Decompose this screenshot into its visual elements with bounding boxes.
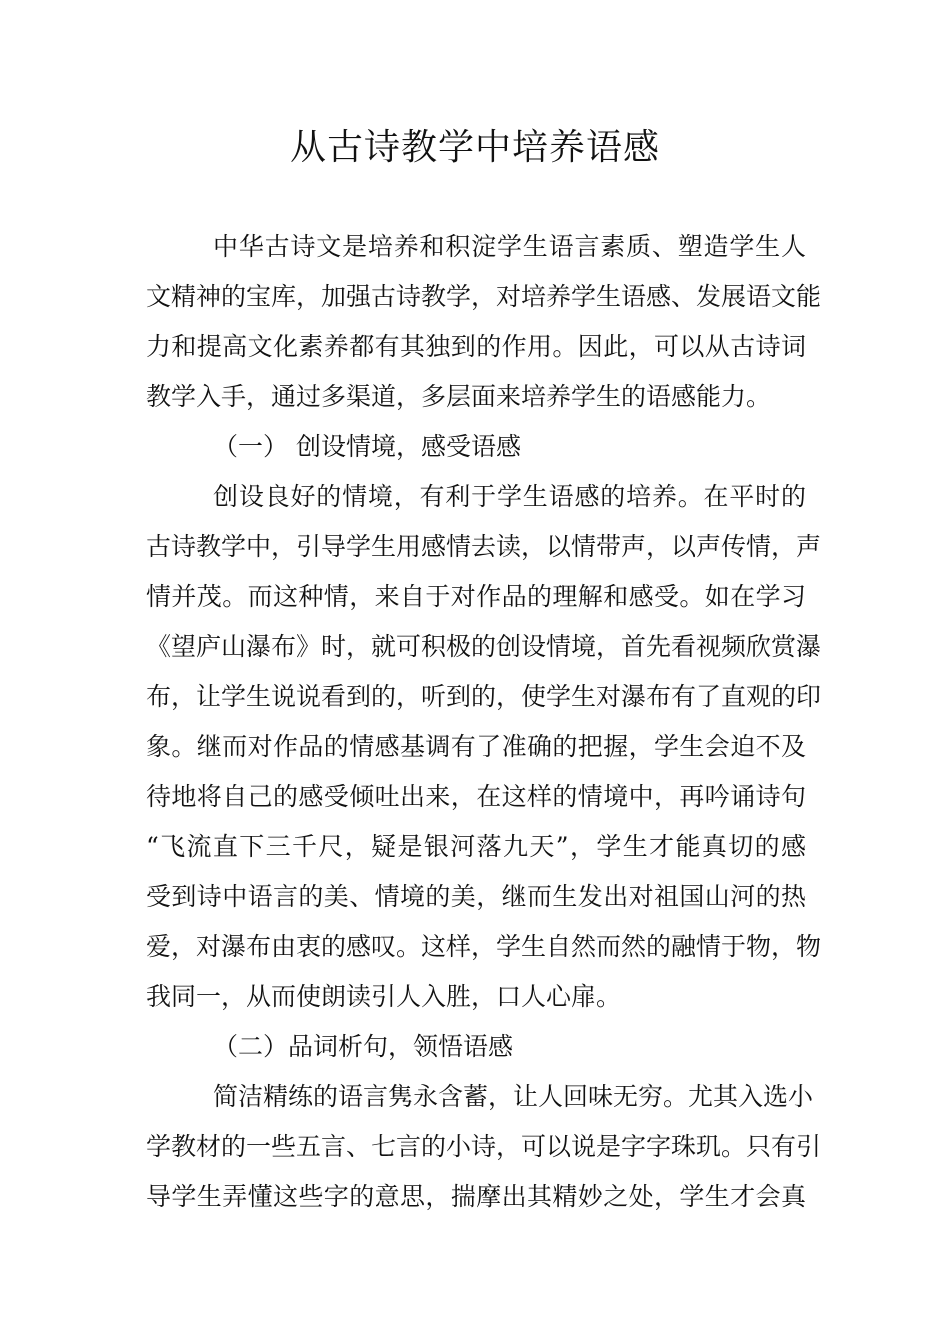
section-heading-1: （一） 创设情境，感受语感: [213, 432, 521, 461]
paragraph-line: 古诗教学中，引导学生用感情去读，以情带声，以声传情，声: [146, 532, 822, 561]
section-heading-2: （二）品词析句，领悟语感: [213, 1032, 514, 1061]
paragraph-line: 爱，对瀑布由衷的感叹。这样，学生自然而然的融情于物，物: [146, 932, 822, 961]
paragraph-line: 简洁精练的语言隽永含蓄，让人回味无穷。尤其入选小: [213, 1082, 814, 1111]
paragraph-line: 力和提高文化素养都有其独到的作用。因此，可以从古诗词: [146, 332, 806, 361]
paragraph-line: 学教材的一些五言、七言的小诗，可以说是字字珠玑。只有引: [146, 1132, 822, 1161]
paragraph-line: 教学入手，通过多渠道，多层面来培养学生的语感能力。: [146, 382, 772, 411]
paragraph-line: 情并茂。而这种情，来自于对作品的理解和感受。如在学习: [146, 582, 806, 611]
paragraph-line: 中华古诗文是培养和积淀学生语言素质、塑造学生人: [213, 232, 806, 261]
paragraph-line: 导学生弄懂这些字的意思，揣摩出其精妙之处，学生才会真: [146, 1182, 806, 1211]
paragraph-line: 象。继而对作品的情感基调有了准确的把握，学生会迫不及: [146, 732, 806, 761]
paragraph-line: “飞流直下三千尺，疑是银河落九天”，学生才能真切的感: [146, 832, 806, 861]
paragraph-line: 待地将自己的感受倾吐出来，在这样的情境中，再吟诵诗句: [146, 782, 806, 811]
paragraph-line: 布，让学生说说看到的，听到的，使学生对瀑布有了直观的印: [146, 682, 822, 711]
document-title: 从古诗教学中培养语感: [289, 127, 660, 168]
paragraph-line: 创设良好的情境，有利于学生语感的培养。在平时的: [213, 482, 806, 511]
paragraph-line: 文精神的宝库，加强古诗教学，对培养学生语感、发展语文能: [146, 282, 822, 311]
paragraph-line: 受到诗中语言的美、情境的美，继而生发出对祖国山河的热: [146, 882, 806, 911]
paragraph-line: 《望庐山瀑布》时，就可积极的创设情境，首先看视频欣赏瀑: [146, 632, 822, 661]
paragraph-line: 我同一，从而使朗读引人入胜，口人心扉。: [146, 982, 622, 1011]
